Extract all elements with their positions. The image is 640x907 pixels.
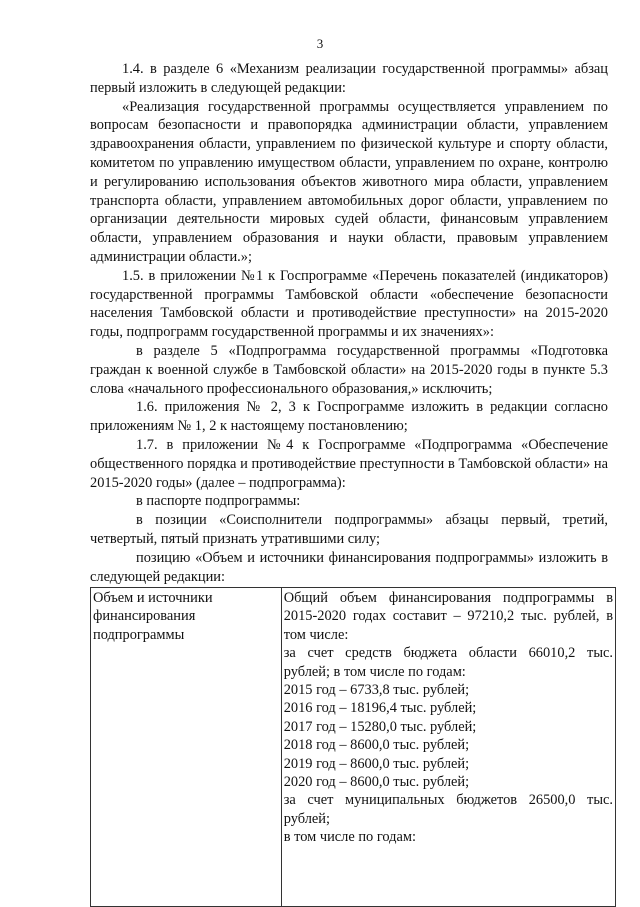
financing-year-2015: 2015 год – 6733,8 тыс. рублей; xyxy=(283,682,470,699)
financing-regional: за счет средств бюджета области 66010,2 тыс. рублей; в том числе по годам: xyxy=(283,645,613,680)
paragraph-1-7: 1.7. в приложении №4 к Госпрограмме «Подпрограмма «Обеспечение общественного порядка и противодействие преступности в Тамбовской области» на 2015-2020 годы» (далее – подпрограмма): xyxy=(90,436,608,491)
page-number: 3 xyxy=(316,36,324,51)
paragraph-section-5: в разделе 5 «Подпрограмма государственной программы «Подготовка граждан к военной службе в Тамбовской области» на 2015-2020 годы в пункте 5.3 слова «начального профессионального образования,» исключить; xyxy=(90,342,608,397)
financing-year-2018: 2018 год – 8600,0 тыс. рублей; xyxy=(283,737,470,754)
table-cell-content xyxy=(281,588,615,907)
financing-municipal: за счет муниципальных бюджетов 26500,0 тыс. рублей; xyxy=(283,792,613,827)
paragraph-quote: «Реализация государственной программы осуществляется управлением по вопросам безопасности и правопорядка администрации области, управлением здравоохранения области, управлением по физической культуре и спорту области, комитетом по управлению имуществом области, управлением по охране, контролю и регулированию использования объектов животного мира области, управлением транспорта области, управлением автомобильных дорог области, управлением по организации деятельности мировых судей области, финансовым управлением области, управлением образования и науки области, правовым управлением администрации области.»; xyxy=(90,98,608,265)
paragraph-position-volume: позицию «Объем и источники финансирования подпрограммы» изложить в следующей редакции: xyxy=(90,549,608,585)
financing-by-years: в том числе по годам: xyxy=(283,829,416,846)
paragraph-position-coexec: в позиции «Соисполнители подпрограммы» абзацы первый, третий, четвертый, пятый признать утратившими силу; xyxy=(90,512,608,547)
table-cell-label: Объем и источники финансирования подпрограммы xyxy=(91,588,282,907)
document-body xyxy=(90,60,608,586)
table-row xyxy=(91,588,616,907)
financing-year-2020: 2020 год – 8600,0 тыс. рублей; xyxy=(283,774,470,791)
paragraph-1-5: 1.5. в приложении №1 к Госпрограмме «Перечень показателей (индикаторов) государственной программы Тамбовской области «обеспечение безопасности населения Тамбовской области и противодействие преступности» на 2015-2020 годы, подпрограмм государственной программы и их значениях»: xyxy=(90,267,608,341)
paragraph-1-4: 1.4. в разделе 6 «Механизм реализации государственной программы» абзац первый изложить в следующей редакции: xyxy=(90,61,608,96)
financing-year-2016: 2016 год – 18196,4 тыс. рублей; xyxy=(283,700,477,717)
financing-year-2017: 2017 год – 15280,0 тыс. рублей; xyxy=(283,718,477,735)
financing-total: Общий объем финансирования подпрограммы в 2015-2020 годах составит – 97210,2 тыс. рублей, в том числе: xyxy=(283,590,613,643)
paragraph-passport: в паспорте подпрограммы: xyxy=(136,493,301,510)
paragraph-1-6: 1.6. приложения № 2, 3 к Госпрограмме изложить в редакции согласно приложениям № 1, 2 к настоящему постановлению; xyxy=(90,399,608,435)
financing-table xyxy=(90,587,616,907)
financing-year-2019: 2019 год – 8600,0 тыс. рублей; xyxy=(283,755,470,772)
